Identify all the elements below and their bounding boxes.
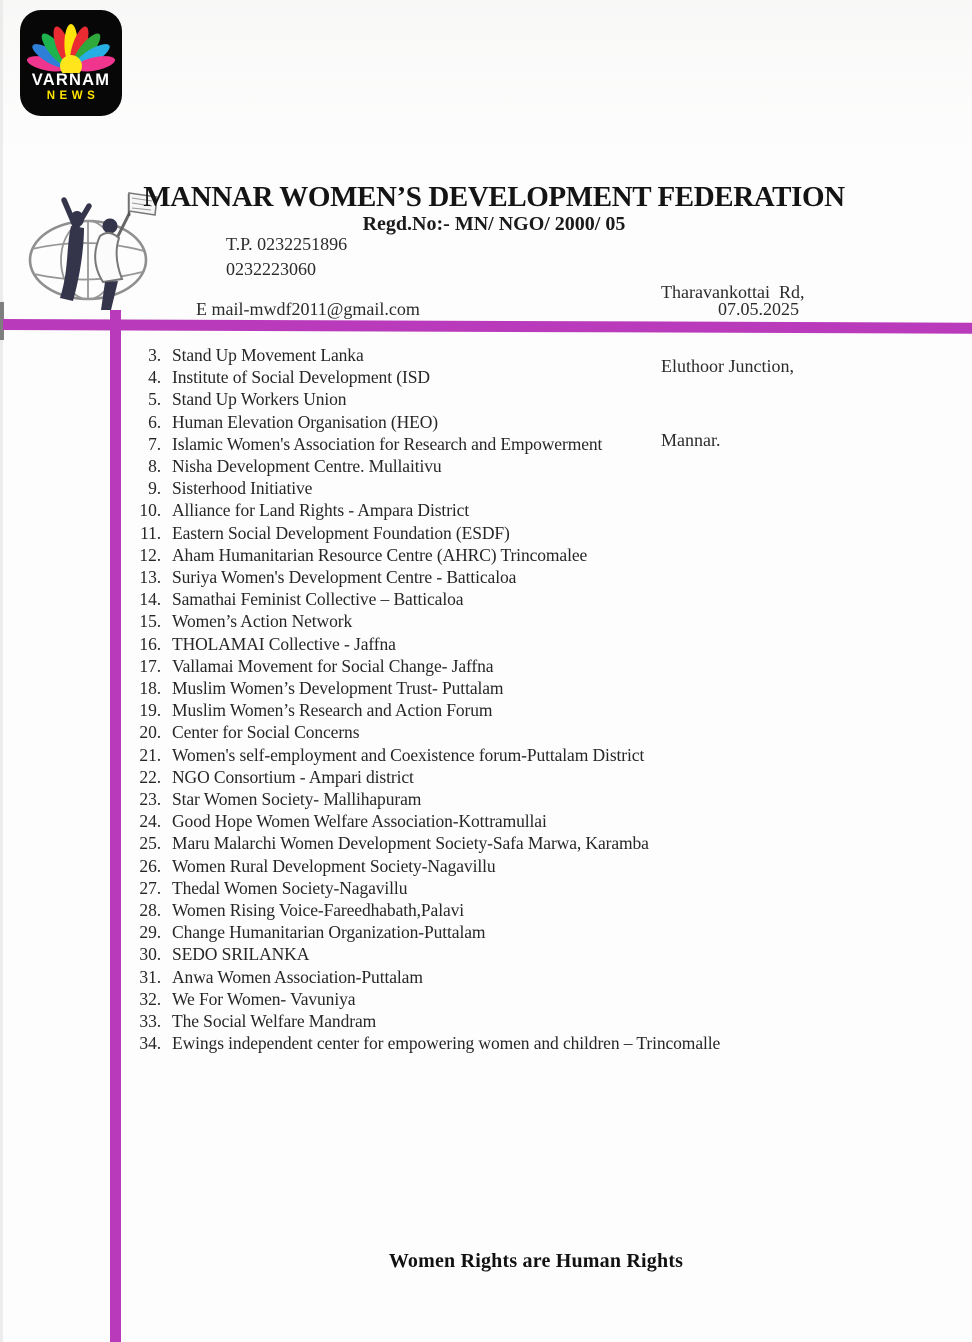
list-item-number: 23. [139,789,161,810]
list-item-text: Stand Up Movement Lanka [172,345,364,365]
list-item [128,966,928,988]
list-item [128,943,928,965]
list-item-text: Change Humanitarian Organization-Puttalam [172,922,486,943]
address-line-3: Mannar. [661,429,721,450]
list-item-text: Aham Humanitarian Resource Centre (AHRC) Trincomalee [172,544,588,565]
list-item-text: Eastern Social Development Foundation (ESDF) [172,522,510,543]
list-item-text: Women's self-employment and Coexistence forum-Puttalam District [172,744,645,765]
accent-horizontal-line [3,319,972,334]
accent-vertical-line [110,310,121,1342]
list-item [128,411,928,433]
list-item-text: Vallamai Movement for Social Change- Jaffna [172,655,494,676]
list-item-number: 19. [139,700,161,721]
list-item-number: 14. [139,589,161,610]
list-item-number: 13. [139,567,161,588]
list-item [128,899,928,921]
list-item-text: Women Rising Voice-Fareedhabath,Palavi [172,900,465,921]
list-item-number: 29. [139,922,161,943]
list-item-number: 8. [148,456,161,477]
list-item-number: 18. [139,678,161,699]
varnam-logo-text: VARNAM [31,71,111,89]
list-item [128,721,928,743]
list-item-number: 25. [139,833,161,854]
list-item-text: Human Elevation Organisation (HEO) [172,411,439,432]
page-title: MANNAR WOMEN’S DEVELOPMENT FEDERATION [143,181,845,213]
list-item [128,677,928,699]
list-item-text: The Social Welfare Mandram [172,1011,377,1032]
list-item-number: 3. [148,345,161,365]
list-item-text: We For Women- Vavuniya [172,988,356,1009]
list-item-number: 5. [148,389,161,410]
list-item [128,633,928,655]
list-item-text: Thedal Women Society-Nagavillu [172,877,408,898]
list-item [128,366,928,388]
list-item [128,522,928,544]
list-item-number: 11. [140,522,161,543]
list-item-number: 33. [139,1011,161,1032]
list-item [128,455,928,477]
list-item-text: Women Rural Development Society-Nagavillu [172,855,496,876]
list-item [128,832,928,854]
list-item-text: Muslim Women’s Research and Action Forum [172,700,493,721]
phone-line-2: 0232223060 [226,259,316,279]
registration-number: Regd.No:- MN/ NGO/ 2000/ 05 [362,213,626,235]
email-line: E mail-mwdf2011@gmail.com [196,299,420,319]
list-item-number: 20. [139,722,161,743]
list-item-text: Center for Social Concerns [172,722,360,743]
list-item-number: 12. [139,544,161,565]
list-item [128,855,928,877]
list-item-number: 28. [139,900,161,921]
list-item-text: NGO Consortium - Ampari district [172,766,414,787]
list-item [128,810,928,832]
list-item-number: 17. [139,655,161,676]
list-item-number: 16. [139,633,161,654]
list-item-text: Samathai Feminist Collective – Batticaloa [172,589,464,610]
list-item-text: Sisterhood Initiative [172,478,313,499]
list-item-number: 30. [139,944,161,965]
news-logo-text: NEWS [46,90,100,102]
list-item-text: SEDO SRILANKA [172,944,310,965]
list-item [128,921,928,943]
peacock-fan-icon [21,13,121,73]
list-item [128,433,928,455]
list-item [128,877,928,899]
list-item-number: 31. [139,966,161,987]
varnam-news-logo [20,10,122,116]
list-item [128,1010,928,1032]
list-item-number: 26. [139,855,161,876]
list-item [128,1032,928,1054]
list-item-number: 9. [148,478,161,499]
list-item-text: Stand Up Workers Union [172,389,347,410]
list-item-number: 34. [139,1033,161,1054]
list-item [128,744,928,766]
list-item [128,388,928,410]
phone-block [226,232,347,282]
letter-date: 07.05.2025 [718,299,799,319]
list-item [128,344,928,366]
list-item-text: Nisha Development Centre. Mullaitivu [172,456,442,477]
list-item [128,699,928,721]
list-item-number: 10. [139,500,161,521]
list-item [128,499,928,521]
phone-line-1: T.P. 0232251896 [226,234,348,254]
list-item-number: 24. [139,811,161,832]
list-item-number: 22. [139,766,161,787]
list-item-number: 4. [148,367,161,388]
list-item-number: 32. [139,988,161,1009]
list-item-text: Islamic Women's Association for Research and Empowerment [172,433,603,454]
address-line-2: Eluthoor Junction, [661,355,794,376]
list-item-text: Alliance for Land Rights - Ampara District [172,500,470,521]
list-item [128,610,928,632]
list-item [128,988,928,1010]
list-item-number: 27. [139,877,161,898]
list-item [128,588,928,610]
list-item-text: Women’s Action Network [172,611,353,632]
list-item-text: Star Women Society- Mallihapuram [172,789,422,810]
list-item-number: 21. [139,744,161,765]
list-item-text: Maru Malarchi Women Development Society-Safa Marwa, Karamba [172,833,649,854]
list-item [128,477,928,499]
list-item [128,655,928,677]
list-item-text: Suriya Women's Development Centre - Batticaloa [172,567,517,588]
footer-slogan: Women Rights are Human Rights [388,1250,684,1272]
list-item-text: Muslim Women’s Development Trust- Puttalam [172,678,504,699]
list-item-text: THOLAMAI Collective - Jaffna [172,633,396,654]
list-item-number: 15. [139,611,161,632]
list-item-text: Anwa Women Association-Puttalam [172,966,423,987]
org-list [128,344,928,1055]
list-item-number: 7. [148,433,161,454]
list-item-text: Institute of Social Development (ISD [172,367,430,388]
list-item-text: Ewings independent center for empowering women and children – Trincomalle [172,1033,721,1054]
list-item [128,544,928,566]
address-line-1: Tharavankottai Rd, [661,282,805,303]
list-item [128,566,928,588]
list-item-number: 6. [148,411,161,432]
list-item [128,766,928,788]
list-item-text: Good Hope Women Welfare Association-Kottramullai [172,811,547,832]
list-item [128,788,928,810]
